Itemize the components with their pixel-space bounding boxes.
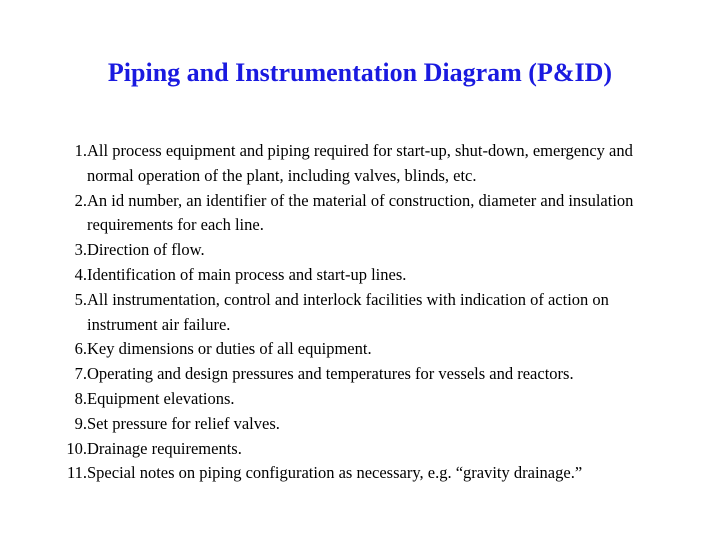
list-item-number: 11. (66, 463, 87, 483)
list-item (54, 238, 674, 263)
list-item-text: Equipment elevations. (87, 388, 235, 408)
list-item-text: An id number, an identifier of the material of construction, diameter and insulation requirements for each line. (87, 190, 634, 235)
list-item (54, 461, 674, 486)
list-item-text: All instrumentation, control and interlock facilities with indication of action on instrument air failure. (87, 289, 609, 334)
list-item (54, 337, 674, 362)
slide-title: Piping and Instrumentation Diagram (P&ID) (107, 58, 613, 87)
list-item-text: Drainage requirements. (87, 438, 242, 458)
list-item-number: 4. (74, 264, 87, 284)
list-item-number: 9. (74, 413, 87, 433)
list-item-number: 5. (74, 289, 87, 309)
list-item-number: 6. (74, 339, 87, 359)
list-item (54, 189, 674, 239)
list-item-number: 7. (74, 364, 87, 384)
list-item (54, 362, 674, 387)
list-item-text: Key dimensions or duties of all equipment. (87, 339, 372, 359)
list-item (54, 437, 674, 462)
list-item (54, 263, 674, 288)
list-item-number: 10. (66, 438, 87, 458)
list-item-text: Direction of flow. (87, 240, 205, 260)
list-item-text: All process equipment and piping required for start-up, shut-down, emergency and normal operation of the plant, including valves, blinds, etc. (87, 141, 633, 185)
requirements-list (54, 139, 674, 486)
list-item-text: Operating and design pressures and temperatures for vessels and reactors. (87, 364, 574, 384)
list-item (54, 412, 674, 437)
list-item-text: Set pressure for relief valves. (87, 413, 280, 433)
list-item-text: Special notes on piping configuration as necessary, e.g. “gravity drainage.” (87, 463, 583, 483)
list-item-number: 2. (74, 190, 87, 210)
list-item-number: 8. (74, 388, 87, 408)
list-item-number: 3. (74, 240, 87, 260)
list-item (54, 139, 674, 189)
list-item (54, 387, 674, 412)
list-item (54, 288, 674, 338)
list-item-number: 1. (74, 141, 87, 160)
list-item-text: Identification of main process and start-up lines. (87, 264, 407, 284)
